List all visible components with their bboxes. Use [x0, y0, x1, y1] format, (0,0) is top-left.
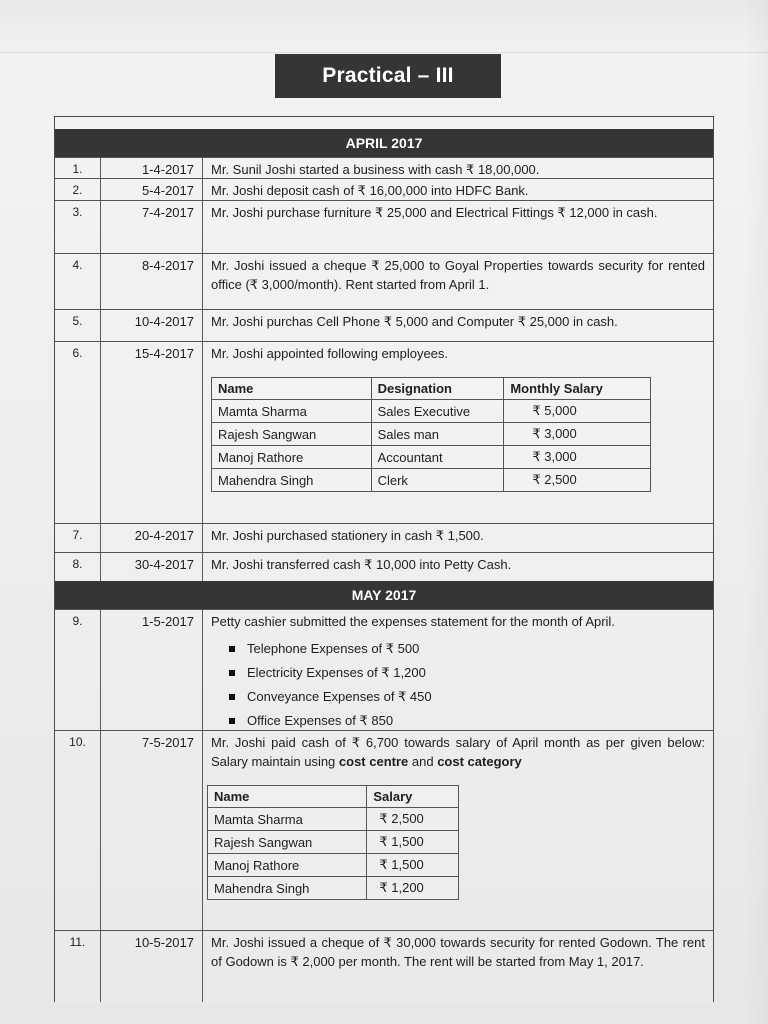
salary-table-header-row	[208, 786, 459, 808]
employee-designation: Sales man	[371, 423, 504, 446]
entry-6-date: 15-4-2017	[101, 342, 203, 523]
entry-7-text: Mr. Joshi purchased stationery in cash ₹ 1,500.	[211, 528, 484, 543]
entry-10-text-prefix: Mr. Joshi paid cash of ₹ 6,700 towards salary of April month as per given below: Salary maintain using	[211, 735, 705, 769]
employee-designation: Sales Executive	[371, 400, 504, 423]
expense-item: Electricity Expenses of ₹ 1,200	[229, 661, 689, 685]
entry-10-number: 10.	[55, 731, 101, 930]
entry-2	[55, 178, 713, 200]
salary-employee-name: Mahendra Singh	[208, 877, 367, 900]
employee-row	[212, 400, 651, 423]
salary-amount: ₹ 1,200	[367, 877, 459, 900]
entry-6-text: Mr. Joshi appointed following employees.	[211, 346, 449, 361]
employee-monthly-salary: ₹ 3,000	[504, 423, 651, 446]
salary-row	[208, 831, 459, 854]
entry-1-date: 1-4-2017	[101, 158, 203, 178]
cost-centre-emphasis: cost centre	[338, 753, 409, 769]
employee-name: Mahendra Singh	[212, 469, 372, 492]
entry-3	[55, 200, 713, 253]
entry-6-number: 6.	[55, 342, 101, 523]
expense-item: Office Expenses of ₹ 850	[229, 709, 689, 733]
entry-4	[55, 253, 713, 309]
entry-1	[55, 157, 713, 178]
entry-4-text: Mr. Joshi issued a cheque ₹ 25,000 to Goyal Properties towards security for rented office (₹ 3,000/month). Rent started from April 1.	[211, 258, 705, 292]
entry-8	[55, 552, 713, 581]
entry-1-text: Mr. Sunil Joshi started a business with cash ₹ 18,00,000.	[211, 162, 540, 177]
entry-7	[55, 523, 713, 552]
entry-11-date: 10-5-2017	[101, 931, 203, 1002]
entry-4-number: 4.	[55, 254, 101, 309]
employee-salary-header: Monthly Salary	[504, 378, 651, 400]
employee-designation: Clerk	[371, 469, 504, 492]
entry-5-date: 10-4-2017	[101, 310, 203, 341]
transactions-sheet	[54, 116, 714, 1002]
entry-8-date: 30-4-2017	[101, 553, 203, 581]
entry-2-number: 2.	[55, 179, 101, 200]
salary-row	[208, 877, 459, 900]
employee-monthly-salary: ₹ 2,500	[504, 469, 651, 492]
salary-row	[208, 854, 459, 877]
employee-name: Mamta Sharma	[212, 400, 372, 423]
entry-1-number: 1.	[55, 158, 101, 178]
entry-7-number: 7.	[55, 524, 101, 552]
practical-title-box	[275, 54, 501, 98]
salary-amount: ₹ 1,500	[367, 831, 459, 854]
entry-11-text: Mr. Joshi issued a cheque of ₹ 30,000 towards security for rented Godown. The rent of Godown is ₹ 2,000 per month. The rent will be started from May 1, 2017.	[211, 935, 705, 969]
entry-4-date: 8-4-2017	[101, 254, 203, 309]
practical-title: Practical – III	[322, 64, 454, 87]
entry-3-text: Mr. Joshi purchase furniture ₹ 25,000 and Electrical Fittings ₹ 12,000 in cash.	[211, 205, 658, 220]
entry-11	[55, 930, 713, 1002]
salary-employee-name: Manoj Rathore	[208, 854, 367, 877]
entry-9-number: 9.	[55, 610, 101, 730]
employee-name: Rajesh Sangwan	[212, 423, 372, 446]
april-2017-header: APRIL 2017	[55, 129, 713, 157]
salary-amount-header: Salary	[367, 786, 459, 808]
page-top-band	[0, 0, 768, 53]
may-2017-header: MAY 2017	[55, 581, 713, 609]
entry-5-text: Mr. Joshi purchas Cell Phone ₹ 5,000 and Computer ₹ 25,000 in cash.	[211, 314, 618, 329]
salary-employee-name: Rajesh Sangwan	[208, 831, 367, 854]
employee-table	[211, 377, 651, 492]
employee-monthly-salary: ₹ 5,000	[504, 400, 651, 423]
entry-2-date: 5-4-2017	[101, 179, 203, 200]
entry-9-date: 1-5-2017	[101, 610, 203, 730]
entry-2-text: Mr. Joshi deposit cash of ₹ 16,00,000 into HDFC Bank.	[211, 183, 529, 198]
entry-5-number: 5.	[55, 310, 101, 341]
entry-8-text: Mr. Joshi transferred cash ₹ 10,000 into Petty Cash.	[211, 557, 512, 572]
entry-9-text: Petty cashier submitted the expenses statement for the month of April.	[211, 614, 615, 629]
entry-3-date: 7-4-2017	[101, 201, 203, 253]
entry-10-text-middle: and	[408, 753, 438, 769]
entry-7-date: 20-4-2017	[101, 524, 203, 552]
entry-5	[55, 309, 713, 341]
employee-monthly-salary: ₹ 3,000	[504, 446, 651, 469]
salary-employee-name: Mamta Sharma	[208, 808, 367, 831]
entry-10-date: 7-5-2017	[101, 731, 203, 930]
salary-amount: ₹ 1,500	[367, 854, 459, 877]
salary-name-header: Name	[208, 786, 367, 808]
employee-table-header-row	[212, 378, 651, 400]
expenses-list	[229, 637, 689, 733]
entry-3-number: 3.	[55, 201, 101, 253]
entry-11-number: 11.	[55, 931, 101, 1002]
employee-name-header: Name	[212, 378, 372, 400]
salary-table	[207, 785, 459, 900]
salary-row	[208, 808, 459, 831]
salary-amount: ₹ 2,500	[367, 808, 459, 831]
employee-designation: Accountant	[371, 446, 504, 469]
cost-category-emphasis: cost category	[437, 753, 522, 769]
entry-8-number: 8.	[55, 553, 101, 581]
employee-name: Manoj Rathore	[212, 446, 372, 469]
expense-item: Telephone Expenses of ₹ 500	[229, 637, 689, 661]
paper-shadow	[744, 0, 768, 1024]
employee-row	[212, 469, 651, 492]
employee-row	[212, 446, 651, 469]
employee-designation-header: Designation	[371, 378, 504, 400]
expense-item: Conveyance Expenses of ₹ 450	[229, 685, 689, 709]
employee-row	[212, 423, 651, 446]
